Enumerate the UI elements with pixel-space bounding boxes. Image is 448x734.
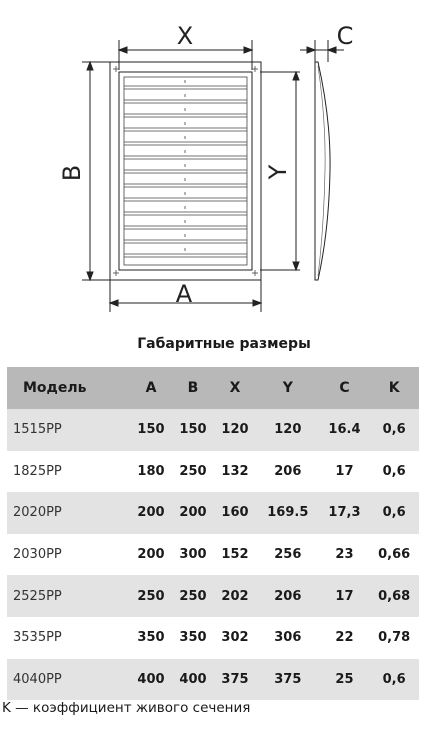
cell-k: 0,68 bbox=[369, 575, 419, 617]
cell-a: 350 bbox=[137, 630, 165, 646]
cell-y: 306 bbox=[274, 630, 302, 646]
cell-c: 17 bbox=[335, 463, 354, 479]
table-row bbox=[7, 409, 419, 451]
cell-a: 150 bbox=[130, 409, 172, 451]
cell-a: 400 bbox=[130, 659, 172, 701]
grille-frame bbox=[110, 62, 261, 280]
cell-c: 22 bbox=[335, 630, 354, 646]
cell-y: 169.5 bbox=[256, 492, 320, 534]
cell-c: 23 bbox=[335, 547, 354, 563]
dim-y-label: Y bbox=[264, 164, 292, 180]
footnote: K — коэффициент живого сечения bbox=[2, 700, 251, 716]
cell-b: 200 bbox=[172, 492, 214, 534]
cell-b: 150 bbox=[172, 409, 214, 451]
grille-drawing bbox=[0, 0, 448, 325]
header-a: A bbox=[130, 367, 172, 409]
cell-c: 16.4 bbox=[320, 409, 370, 451]
cell-b: 350 bbox=[179, 630, 207, 646]
header-y: Y bbox=[256, 367, 320, 409]
table-row bbox=[7, 534, 419, 576]
cell-x: 302 bbox=[221, 630, 249, 646]
grille-side-profile bbox=[315, 62, 330, 280]
cell-k: 0,6 bbox=[369, 492, 419, 534]
cell-x: 132 bbox=[221, 463, 249, 479]
table-row bbox=[7, 451, 419, 493]
cell-a: 200 bbox=[130, 492, 172, 534]
cell-model: 3535PP bbox=[13, 630, 62, 646]
table-row bbox=[7, 659, 419, 701]
table-row bbox=[7, 575, 419, 617]
cell-model: 2030PP bbox=[13, 547, 62, 563]
cell-x: 375 bbox=[214, 659, 256, 701]
cell-k: 0,78 bbox=[378, 630, 411, 646]
cell-y: 375 bbox=[256, 659, 320, 701]
cell-k: 0,6 bbox=[369, 409, 419, 451]
cell-y: 256 bbox=[274, 547, 302, 563]
header-model: Модель bbox=[7, 367, 130, 409]
table-header-row bbox=[7, 367, 419, 409]
cell-b: 400 bbox=[172, 659, 214, 701]
cell-a: 250 bbox=[130, 575, 172, 617]
header-c: C bbox=[320, 367, 370, 409]
cell-y: 206 bbox=[256, 575, 320, 617]
cell-model: 4040PP bbox=[7, 659, 130, 701]
section-title: Габаритные размеры bbox=[137, 336, 311, 352]
header-k: K bbox=[369, 367, 419, 409]
dimensions-table bbox=[7, 367, 419, 700]
dim-c-label: C bbox=[336, 22, 354, 50]
table-row bbox=[7, 617, 419, 659]
dim-x-label: X bbox=[176, 22, 194, 50]
cell-y: 120 bbox=[256, 409, 320, 451]
cell-x: 160 bbox=[214, 492, 256, 534]
cell-k: 0,6 bbox=[382, 463, 406, 479]
cell-model: 2525PP bbox=[7, 575, 130, 617]
dimension-b bbox=[82, 62, 110, 280]
table-row bbox=[7, 492, 419, 534]
cell-model: 1825PP bbox=[13, 463, 62, 479]
cell-c: 17 bbox=[320, 575, 370, 617]
cell-k: 0,66 bbox=[378, 547, 411, 563]
dim-b-label: B bbox=[58, 164, 86, 182]
cell-y: 206 bbox=[274, 463, 302, 479]
cell-k: 0,6 bbox=[369, 659, 419, 701]
header-x: X bbox=[214, 367, 256, 409]
dim-a-label: A bbox=[175, 280, 193, 308]
header-b: B bbox=[172, 367, 214, 409]
cell-a: 180 bbox=[137, 463, 165, 479]
cell-x: 152 bbox=[221, 547, 249, 563]
cell-model: 2020PP bbox=[7, 492, 130, 534]
cell-b: 250 bbox=[172, 575, 214, 617]
cell-model: 1515PP bbox=[7, 409, 130, 451]
cell-b: 300 bbox=[179, 547, 207, 563]
cell-b: 250 bbox=[179, 463, 207, 479]
cell-x: 120 bbox=[214, 409, 256, 451]
cell-x: 202 bbox=[214, 575, 256, 617]
screw-marks bbox=[113, 66, 258, 276]
cell-c: 25 bbox=[320, 659, 370, 701]
grille-louvres bbox=[124, 80, 247, 262]
cell-c: 17,3 bbox=[320, 492, 370, 534]
cell-a: 200 bbox=[137, 547, 165, 563]
